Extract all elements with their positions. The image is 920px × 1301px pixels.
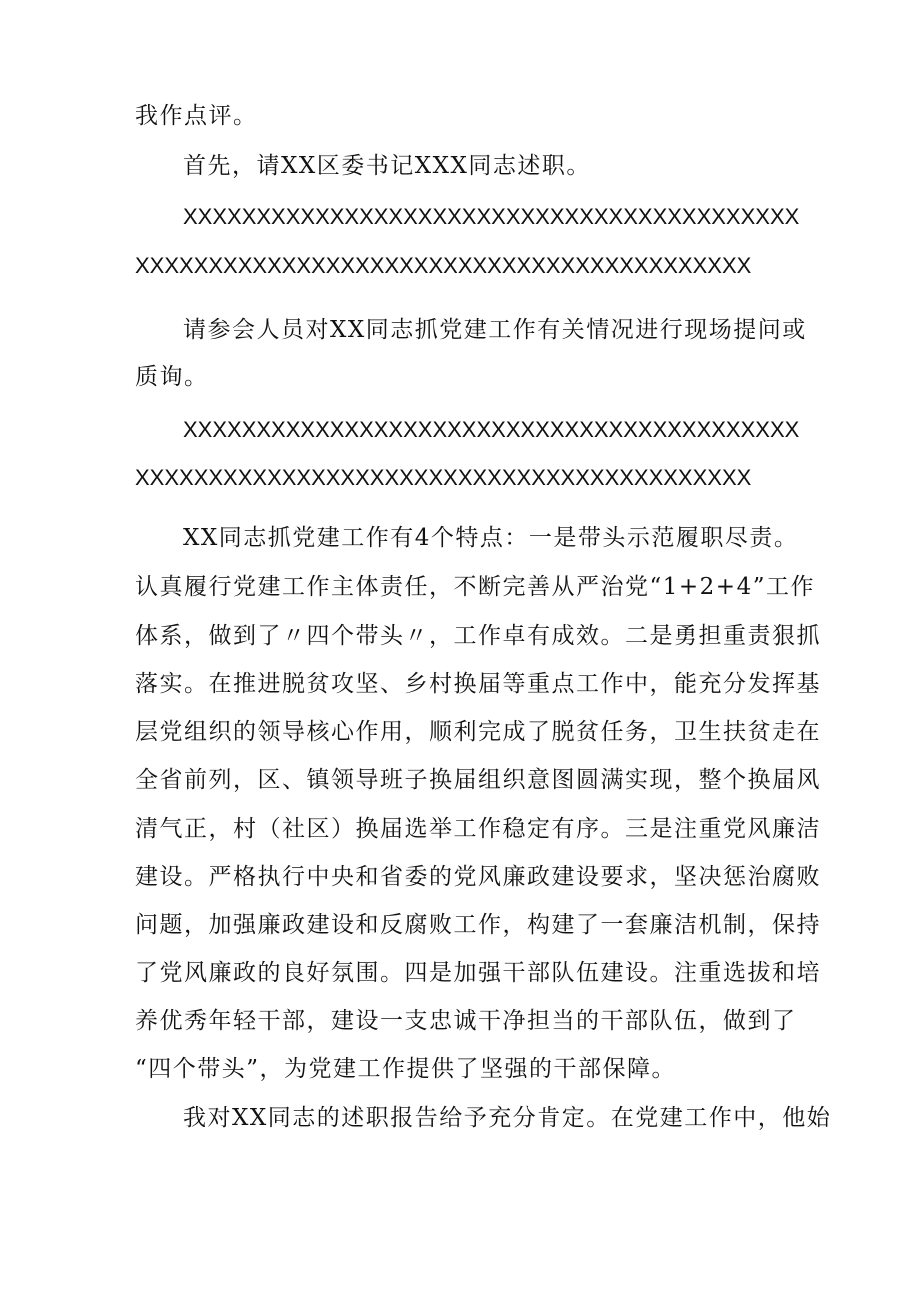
text-line: 全省前列，区、镇领导班子换届组织意图圆满实现，整个换届风 <box>135 767 821 793</box>
text-line: 我作点评。 <box>135 103 258 129</box>
text-line: 问题，加强廉政建设和反腐败工作，构建了一套廉洁机制，保持 <box>135 912 821 938</box>
placeholder-line: XXXXXXXXXXXXXXXXXXXXXXXXXXXXXXXXXXXXXXXXXX <box>183 417 800 442</box>
text-line: 了党风廉政的良好氛围。四是加强干部队伍建设。注重选拔和培 <box>135 960 821 986</box>
text-line: 认真履行党建工作主体责任，不断完善从严治党“1+2+4”工作 <box>135 574 815 600</box>
placeholder-line: XXXXXXXXXXXXXXXXXXXXXXXXXXXXXXXXXXXXXXXXXX <box>135 465 752 490</box>
text-line: 首先，请XX区委书记XXX同志述职。 <box>183 153 591 179</box>
text-line: 体系，做到了〃四个带头〃，工作卓有成效。二是勇担重责狠抓 <box>135 623 821 649</box>
text-line: 清气正，村（社区）换届选举工作稳定有序。三是注重党风廉洁 <box>135 816 821 842</box>
placeholder-line: XXXXXXXXXXXXXXXXXXXXXXXXXXXXXXXXXXXXXXXXXX <box>183 204 800 229</box>
text-line: 请参会人员对XX同志抓党建工作有关情况进行现场提问或 <box>183 317 807 343</box>
text-line: 质询。 <box>135 364 209 390</box>
placeholder-line: XXXXXXXXXXXXXXXXXXXXXXXXXXXXXXXXXXXXXXXXXX <box>135 253 752 278</box>
text-line: “四个带头”，为党建工作提供了坚强的干部保障。 <box>135 1056 677 1082</box>
text-line: 建设。严格执行中央和省委的党风廉政建设要求，坚决惩治腐败 <box>135 864 821 890</box>
text-line: 层党组织的领导核心作用，顺利完成了脱贫任务，卫生扶贫走在 <box>135 719 821 745</box>
text-line: XX同志抓党建工作有4个特点：一是带头示范履职尽责。 <box>183 525 799 551</box>
text-line: 我对XX同志的述职报告给予充分肯定。在党建工作中，他始 <box>183 1105 832 1131</box>
text-line: 养优秀年轻干部，建设一支忠诚干净担当的干部队伍，做到了 <box>135 1008 797 1034</box>
text-line: 落实。在推进脱贫攻坚、乡村换届等重点工作中，能充分发挥基 <box>135 671 821 697</box>
